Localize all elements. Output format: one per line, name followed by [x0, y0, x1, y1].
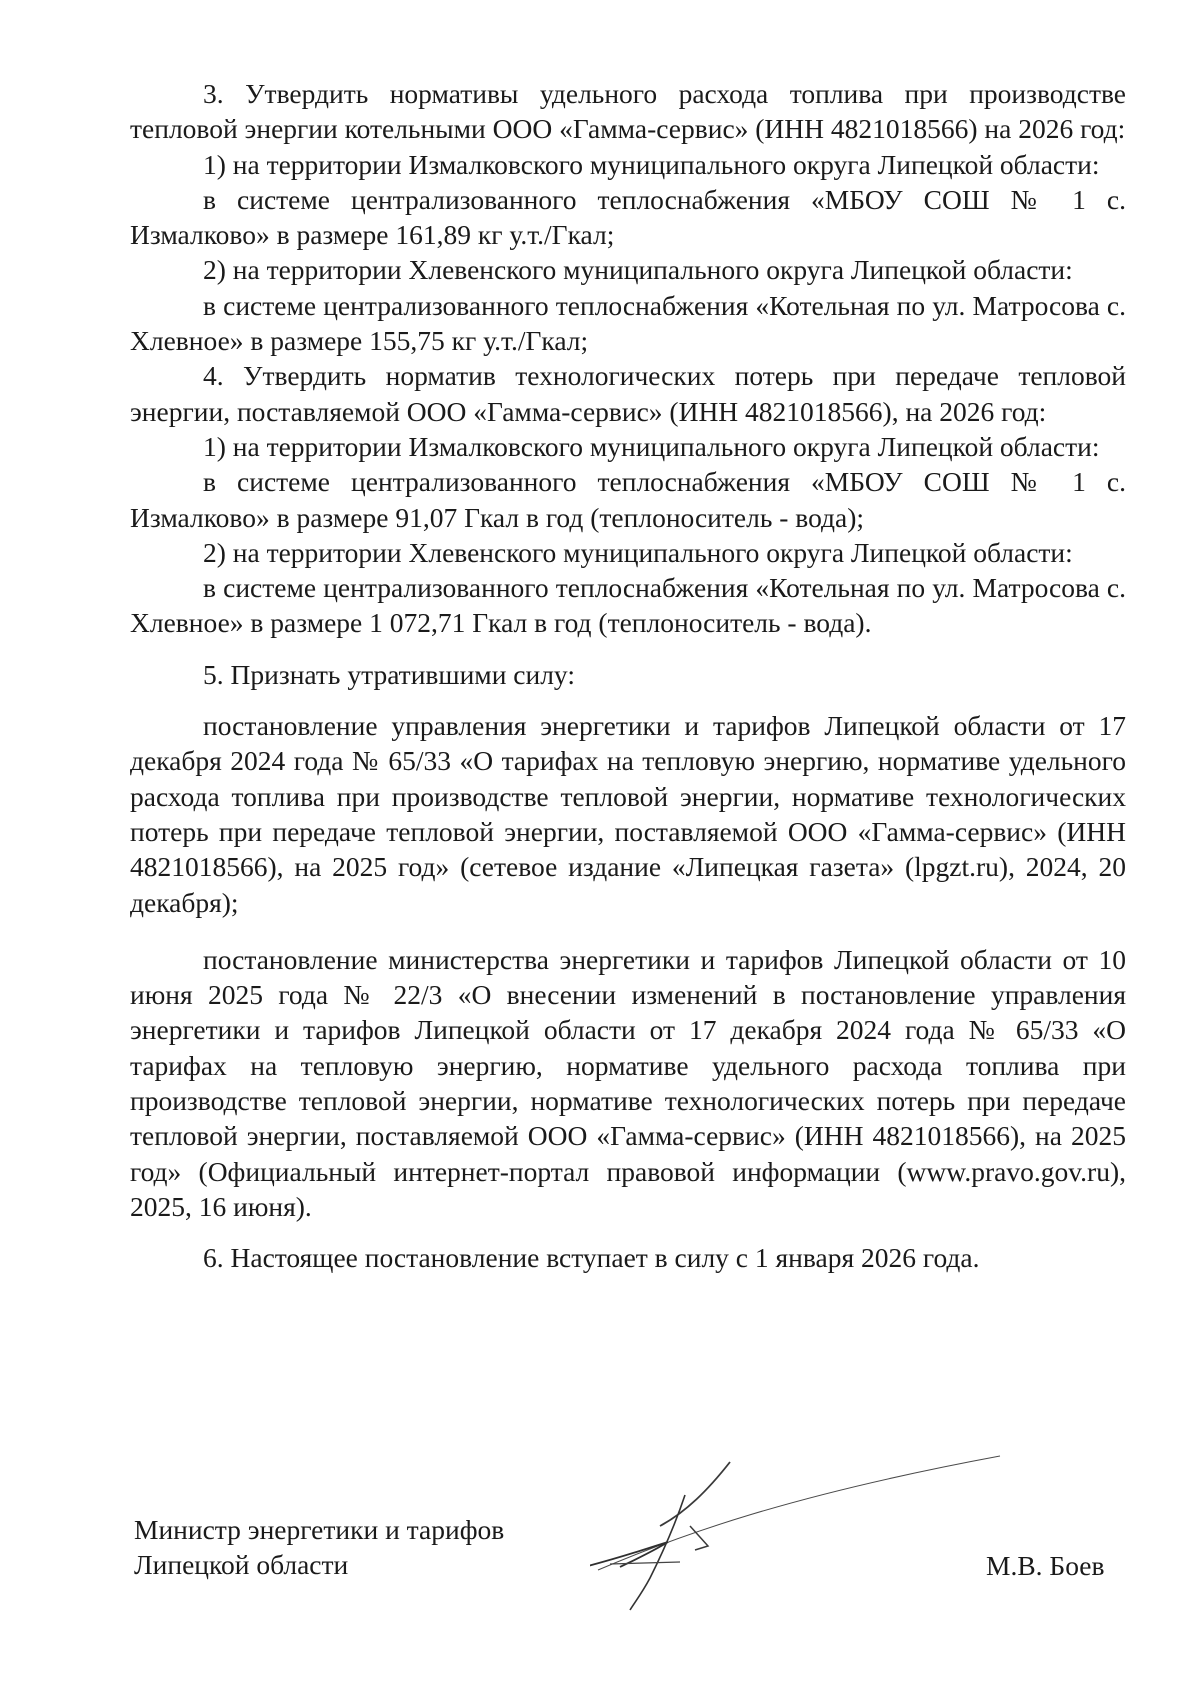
paragraph-3-item-1: 1) на территории Измалковского муниципального округа Липецкой области: — [203, 148, 1100, 180]
paragraph-3-item-1-detail: в системе централизованного теплоснабжения «МБОУ СОШ № 1 с. Измалково» в размере 161,89 кг у.т./Гкал; — [130, 183, 1126, 251]
signatory-position-line-2: Липецкой области — [134, 1549, 349, 1580]
paragraph-4-item-2-detail: в системе централизованного теплоснабжения «Котельная по ул. Матросова с. Хлевное» в размере 1 072,71 Гкал в год (теплоноситель - вода). — [130, 572, 1126, 639]
handwritten-signature — [590, 1450, 1010, 1620]
paragraph-4-item-1: 1) на территории Измалковского муниципального округа Липецкой области: — [203, 430, 1100, 462]
paragraph-4-item-1-detail: в системе централизованного теплоснабжения «МБОУ СОШ № 1 с. Измалково» в размере 91,07 Гкал в год (теплоноситель - вода); — [130, 466, 1126, 533]
paragraph-5-intro: 5. Признать утратившими силу: — [203, 658, 575, 690]
signatory-position-line-1: Министр энергетики и тарифов — [134, 1514, 505, 1545]
signatory-name: М.В. Боев — [986, 1550, 1105, 1581]
document-body — [130, 76, 1126, 1276]
paragraph-3-item-2-detail: в системе централизованного теплоснабжения «Котельная по ул. Матросова с. Хлевное» в размере 155,75 кг у.т./Гкал; — [130, 289, 1126, 357]
paragraph-5-item-2: постановление министерства энергетики и тарифов Липецкой области от 10 июня 2025 года № 22/3 «О внесении изменений в постановление управления энергетики и тарифов Липецкой области от 17 декабря 2024 года № 65/33 «О тарифах на тепловую энергию, нормативе удельного расхода топлива при производстве тепловой энергии, нормативе технологических потерь при передаче тепловой энергии, поставляемой ООО «Гамма-сервис» (ИНН 4821018566), на 2025 год» (Официальный интернет-портал правовой информации (www.pravo.gov.ru), 2025, 16 июня). — [130, 943, 1126, 1222]
paragraph-3-intro: 3. Утвердить нормативы удельного расхода топлива при производстве тепловой энергии котельными ООО «Гамма-сервис» (ИНН 4821018566) на 2026 год: — [130, 78, 1126, 145]
paragraph-5-item-1: постановление управления энергетики и тарифов Липецкой области от 17 декабря 2024 года № 65/33 «О тарифах на тепловую энергию, нормативе удельного расхода топлива при производстве тепловой энергии, нормативе технологических потерь при передаче тепловой энергии, поставляемой ООО «Гамма-сервис» (ИНН 4821018566), на 2025 год» (сетевое издание «Липецкая газета» (lpgzt.ru), 2024, 20 декабря); — [130, 710, 1126, 918]
paragraph-4-intro: 4. Утвердить норматив технологических потерь при передаче тепловой энергии, поставляемой ООО «Гамма-сервис» (ИНН 4821018566), на 2026 год: — [130, 360, 1126, 427]
paragraph-3-item-2: 2) на территории Хлевенского муниципального округа Липецкой области: — [203, 254, 1073, 286]
signatory-position — [134, 1512, 504, 1582]
paragraph-4-item-2: 2) на территории Хлевенского муниципального округа Липецкой области: — [203, 536, 1073, 568]
paragraph-6: 6. Настоящее постановление вступает в силу с 1 января 2026 года. — [203, 1242, 980, 1274]
